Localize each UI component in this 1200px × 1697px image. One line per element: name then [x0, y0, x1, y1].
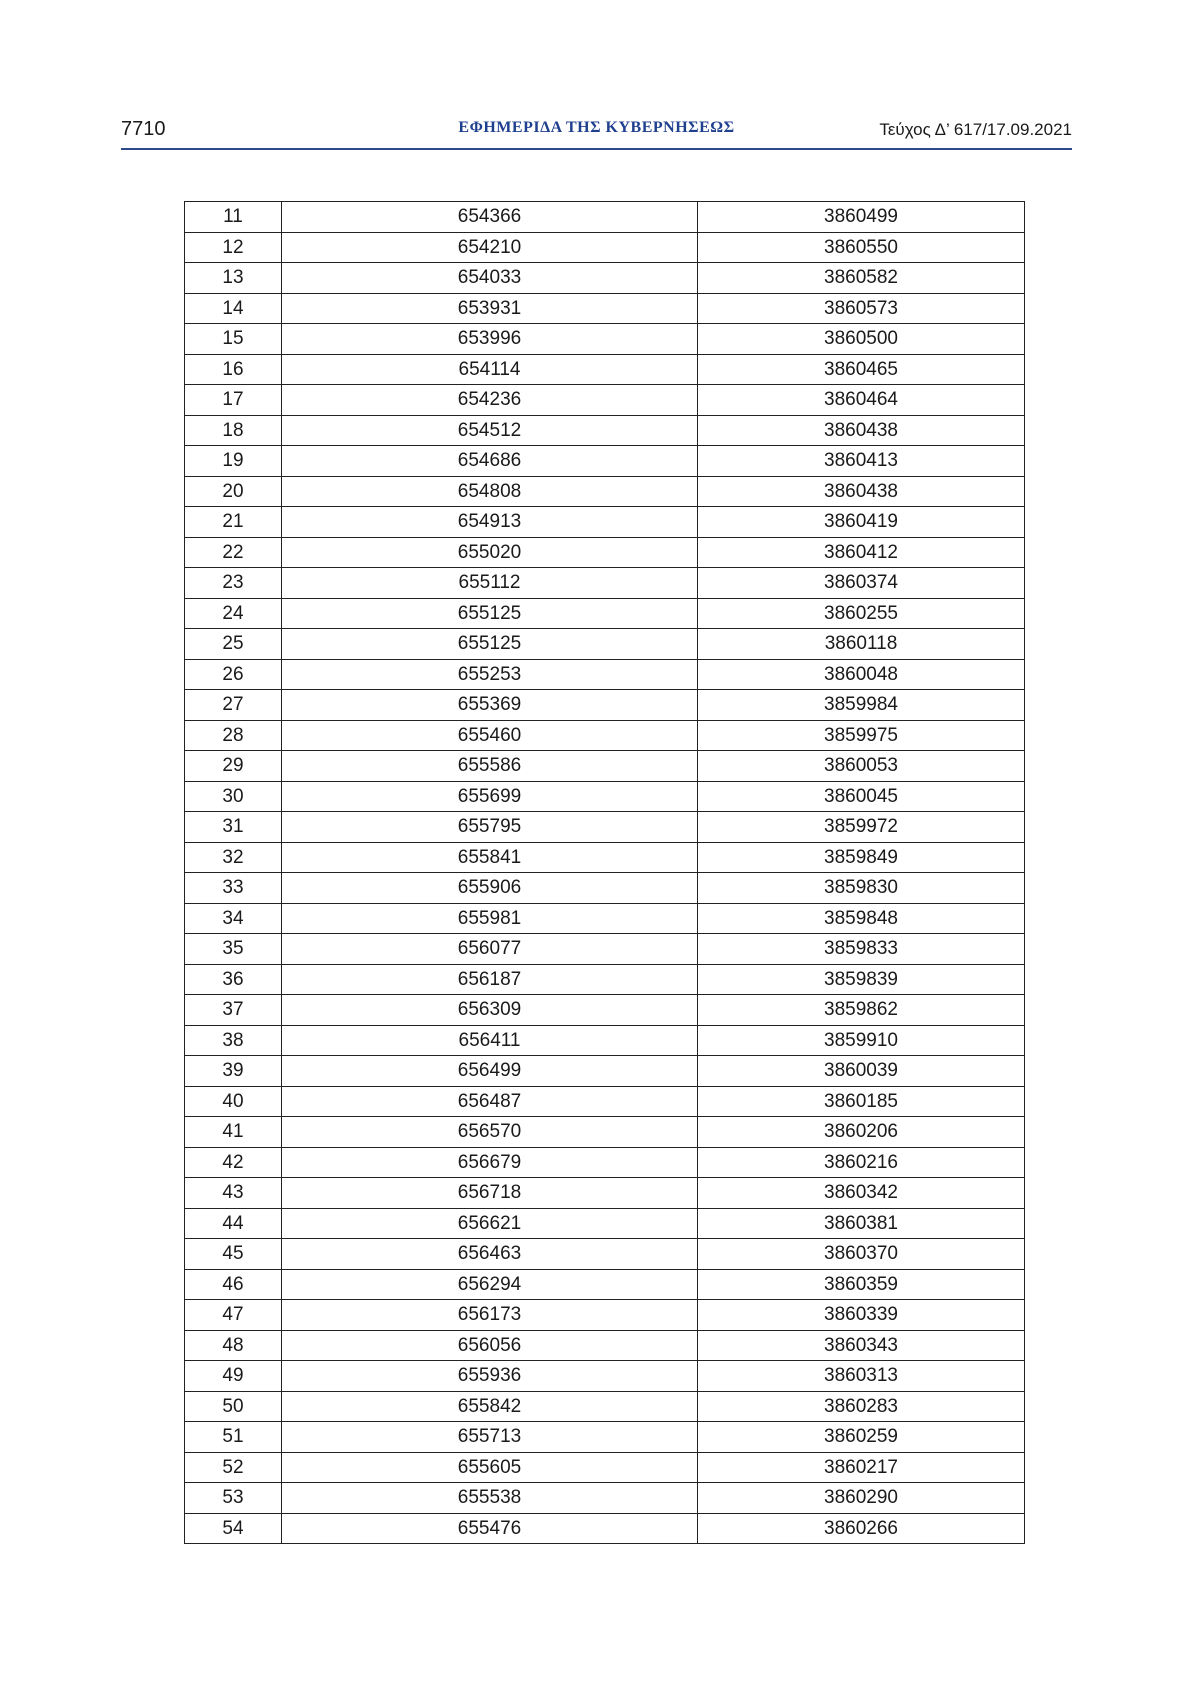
x-coordinate-cell: 653996: [282, 324, 698, 355]
x-coordinate-cell: 654236: [282, 385, 698, 416]
page-header: [121, 116, 1072, 150]
x-coordinate-cell: 656077: [282, 934, 698, 965]
table-row: [185, 537, 1025, 568]
y-coordinate-cell: 3860381: [698, 1208, 1025, 1239]
point-number-cell: 31: [185, 812, 282, 843]
point-number-cell: 16: [185, 354, 282, 385]
point-number-cell: 42: [185, 1147, 282, 1178]
x-coordinate-cell: 655605: [282, 1452, 698, 1483]
x-coordinate-cell: 656173: [282, 1300, 698, 1331]
x-coordinate-cell: 655586: [282, 751, 698, 782]
table-row: [185, 354, 1025, 385]
y-coordinate-cell: 3860359: [698, 1269, 1025, 1300]
x-coordinate-cell: 656570: [282, 1117, 698, 1148]
point-number-cell: 26: [185, 659, 282, 690]
table-row: [185, 293, 1025, 324]
y-coordinate-cell: 3860255: [698, 598, 1025, 629]
point-number-cell: 51: [185, 1422, 282, 1453]
table-row: [185, 1178, 1025, 1209]
x-coordinate-cell: 655460: [282, 720, 698, 751]
x-coordinate-cell: 654913: [282, 507, 698, 538]
point-number-cell: 33: [185, 873, 282, 904]
table-row: [185, 1422, 1025, 1453]
table-row: [185, 385, 1025, 416]
point-number-cell: 18: [185, 415, 282, 446]
y-coordinate-cell: 3860259: [698, 1422, 1025, 1453]
y-coordinate-cell: 3860283: [698, 1391, 1025, 1422]
point-number-cell: 37: [185, 995, 282, 1026]
point-number-cell: 32: [185, 842, 282, 873]
point-number-cell: 28: [185, 720, 282, 751]
y-coordinate-cell: 3860550: [698, 232, 1025, 263]
y-coordinate-cell: 3860290: [698, 1483, 1025, 1514]
point-number-cell: 52: [185, 1452, 282, 1483]
table-row: [185, 690, 1025, 721]
y-coordinate-cell: 3860339: [698, 1300, 1025, 1331]
point-number-cell: 21: [185, 507, 282, 538]
point-number-cell: 53: [185, 1483, 282, 1514]
y-coordinate-cell: 3860582: [698, 263, 1025, 294]
y-coordinate-cell: 3860500: [698, 324, 1025, 355]
y-coordinate-cell: 3860266: [698, 1513, 1025, 1544]
table-row: [185, 812, 1025, 843]
x-coordinate-cell: 655125: [282, 629, 698, 660]
table-row: [185, 629, 1025, 660]
coordinates-table-body: [185, 202, 1025, 1544]
point-number-cell: 17: [185, 385, 282, 416]
y-coordinate-cell: 3860217: [698, 1452, 1025, 1483]
gazette-title: ΕΦΗΜΕΡΙΔΑ ΤΗΣ ΚΥΒΕΡΝΗΣΕΩΣ: [458, 119, 735, 136]
x-coordinate-cell: 655699: [282, 781, 698, 812]
x-coordinate-cell: 655713: [282, 1422, 698, 1453]
y-coordinate-cell: 3859972: [698, 812, 1025, 843]
table-row: [185, 1239, 1025, 1270]
y-coordinate-cell: 3860206: [698, 1117, 1025, 1148]
table-row: [185, 781, 1025, 812]
table-row: [185, 1086, 1025, 1117]
y-coordinate-cell: 3860438: [698, 476, 1025, 507]
point-number-cell: 45: [185, 1239, 282, 1270]
y-coordinate-cell: 3860313: [698, 1361, 1025, 1392]
table-row: [185, 1147, 1025, 1178]
table-row: [185, 1117, 1025, 1148]
table-row: [185, 1483, 1025, 1514]
table-row: [185, 1269, 1025, 1300]
table-row: [185, 1300, 1025, 1331]
x-coordinate-cell: 655369: [282, 690, 698, 721]
point-number-cell: 54: [185, 1513, 282, 1544]
x-coordinate-cell: 655020: [282, 537, 698, 568]
table-row: [185, 324, 1025, 355]
x-coordinate-cell: 656487: [282, 1086, 698, 1117]
y-coordinate-cell: 3860053: [698, 751, 1025, 782]
point-number-cell: 12: [185, 232, 282, 263]
table-row: [185, 720, 1025, 751]
point-number-cell: 13: [185, 263, 282, 294]
x-coordinate-cell: 653931: [282, 293, 698, 324]
y-coordinate-cell: 3860216: [698, 1147, 1025, 1178]
x-coordinate-cell: 656718: [282, 1178, 698, 1209]
y-coordinate-cell: 3860499: [698, 202, 1025, 233]
y-coordinate-cell: 3859839: [698, 964, 1025, 995]
table-row: [185, 1452, 1025, 1483]
point-number-cell: 39: [185, 1056, 282, 1087]
table-row: [185, 1513, 1025, 1544]
table-row: [185, 1208, 1025, 1239]
y-coordinate-cell: 3860185: [698, 1086, 1025, 1117]
y-coordinate-cell: 3860045: [698, 781, 1025, 812]
table-row: [185, 873, 1025, 904]
table-row: [185, 934, 1025, 965]
table-row: [185, 476, 1025, 507]
x-coordinate-cell: 656411: [282, 1025, 698, 1056]
y-coordinate-cell: 3860343: [698, 1330, 1025, 1361]
table-row: [185, 568, 1025, 599]
x-coordinate-cell: 655476: [282, 1513, 698, 1544]
point-number-cell: 46: [185, 1269, 282, 1300]
x-coordinate-cell: 654114: [282, 354, 698, 385]
x-coordinate-cell: 656499: [282, 1056, 698, 1087]
table-row: [185, 446, 1025, 477]
x-coordinate-cell: 656187: [282, 964, 698, 995]
x-coordinate-cell: 654808: [282, 476, 698, 507]
table-row: [185, 1361, 1025, 1392]
x-coordinate-cell: 656056: [282, 1330, 698, 1361]
x-coordinate-cell: 655538: [282, 1483, 698, 1514]
x-coordinate-cell: 656463: [282, 1239, 698, 1270]
y-coordinate-cell: 3859975: [698, 720, 1025, 751]
table-row: [185, 903, 1025, 934]
x-coordinate-cell: 655112: [282, 568, 698, 599]
page-number: 7710: [121, 118, 166, 140]
point-number-cell: 23: [185, 568, 282, 599]
table-row: [185, 598, 1025, 629]
y-coordinate-cell: 3860573: [698, 293, 1025, 324]
point-number-cell: 44: [185, 1208, 282, 1239]
x-coordinate-cell: 656679: [282, 1147, 698, 1178]
table-row: [185, 202, 1025, 233]
table-row: [185, 1330, 1025, 1361]
table-row: [185, 1025, 1025, 1056]
y-coordinate-cell: 3859833: [698, 934, 1025, 965]
y-coordinate-cell: 3860438: [698, 415, 1025, 446]
x-coordinate-cell: 654033: [282, 263, 698, 294]
point-number-cell: 19: [185, 446, 282, 477]
point-number-cell: 20: [185, 476, 282, 507]
point-number-cell: 24: [185, 598, 282, 629]
x-coordinate-cell: 656621: [282, 1208, 698, 1239]
y-coordinate-cell: 3860465: [698, 354, 1025, 385]
x-coordinate-cell: 655981: [282, 903, 698, 934]
table-row: [185, 995, 1025, 1026]
x-coordinate-cell: 655253: [282, 659, 698, 690]
table-row: [185, 842, 1025, 873]
y-coordinate-cell: 3860370: [698, 1239, 1025, 1270]
point-number-cell: 27: [185, 690, 282, 721]
point-number-cell: 30: [185, 781, 282, 812]
point-number-cell: 48: [185, 1330, 282, 1361]
coordinates-table: [184, 201, 1025, 1544]
y-coordinate-cell: 3860118: [698, 629, 1025, 660]
y-coordinate-cell: 3860374: [698, 568, 1025, 599]
table-row: [185, 964, 1025, 995]
y-coordinate-cell: 3860464: [698, 385, 1025, 416]
point-number-cell: 38: [185, 1025, 282, 1056]
point-number-cell: 49: [185, 1361, 282, 1392]
point-number-cell: 11: [185, 202, 282, 233]
table-row: [185, 751, 1025, 782]
y-coordinate-cell: 3860048: [698, 659, 1025, 690]
y-coordinate-cell: 3859910: [698, 1025, 1025, 1056]
y-coordinate-cell: 3860419: [698, 507, 1025, 538]
table-row: [185, 263, 1025, 294]
table-row: [185, 507, 1025, 538]
x-coordinate-cell: 656309: [282, 995, 698, 1026]
point-number-cell: 41: [185, 1117, 282, 1148]
y-coordinate-cell: 3859848: [698, 903, 1025, 934]
x-coordinate-cell: 655125: [282, 598, 698, 629]
x-coordinate-cell: 654210: [282, 232, 698, 263]
issue-info: Τεύχος Δ’ 617/17.09.2021: [879, 120, 1072, 139]
point-number-cell: 35: [185, 934, 282, 965]
point-number-cell: 36: [185, 964, 282, 995]
table-row: [185, 232, 1025, 263]
point-number-cell: 25: [185, 629, 282, 660]
point-number-cell: 43: [185, 1178, 282, 1209]
table-row: [185, 1056, 1025, 1087]
table-row: [185, 1391, 1025, 1422]
y-coordinate-cell: 3860413: [698, 446, 1025, 477]
y-coordinate-cell: 3859862: [698, 995, 1025, 1026]
point-number-cell: 47: [185, 1300, 282, 1331]
point-number-cell: 50: [185, 1391, 282, 1422]
x-coordinate-cell: 655906: [282, 873, 698, 904]
x-coordinate-cell: 655936: [282, 1361, 698, 1392]
point-number-cell: 15: [185, 324, 282, 355]
point-number-cell: 40: [185, 1086, 282, 1117]
x-coordinate-cell: 655841: [282, 842, 698, 873]
point-number-cell: 22: [185, 537, 282, 568]
point-number-cell: 34: [185, 903, 282, 934]
x-coordinate-cell: 655795: [282, 812, 698, 843]
point-number-cell: 14: [185, 293, 282, 324]
x-coordinate-cell: 654366: [282, 202, 698, 233]
table-row: [185, 659, 1025, 690]
y-coordinate-cell: 3859984: [698, 690, 1025, 721]
y-coordinate-cell: 3859849: [698, 842, 1025, 873]
x-coordinate-cell: 656294: [282, 1269, 698, 1300]
y-coordinate-cell: 3859830: [698, 873, 1025, 904]
y-coordinate-cell: 3860039: [698, 1056, 1025, 1087]
x-coordinate-cell: 654686: [282, 446, 698, 477]
table-row: [185, 415, 1025, 446]
y-coordinate-cell: 3860342: [698, 1178, 1025, 1209]
x-coordinate-cell: 654512: [282, 415, 698, 446]
point-number-cell: 29: [185, 751, 282, 782]
x-coordinate-cell: 655842: [282, 1391, 698, 1422]
y-coordinate-cell: 3860412: [698, 537, 1025, 568]
